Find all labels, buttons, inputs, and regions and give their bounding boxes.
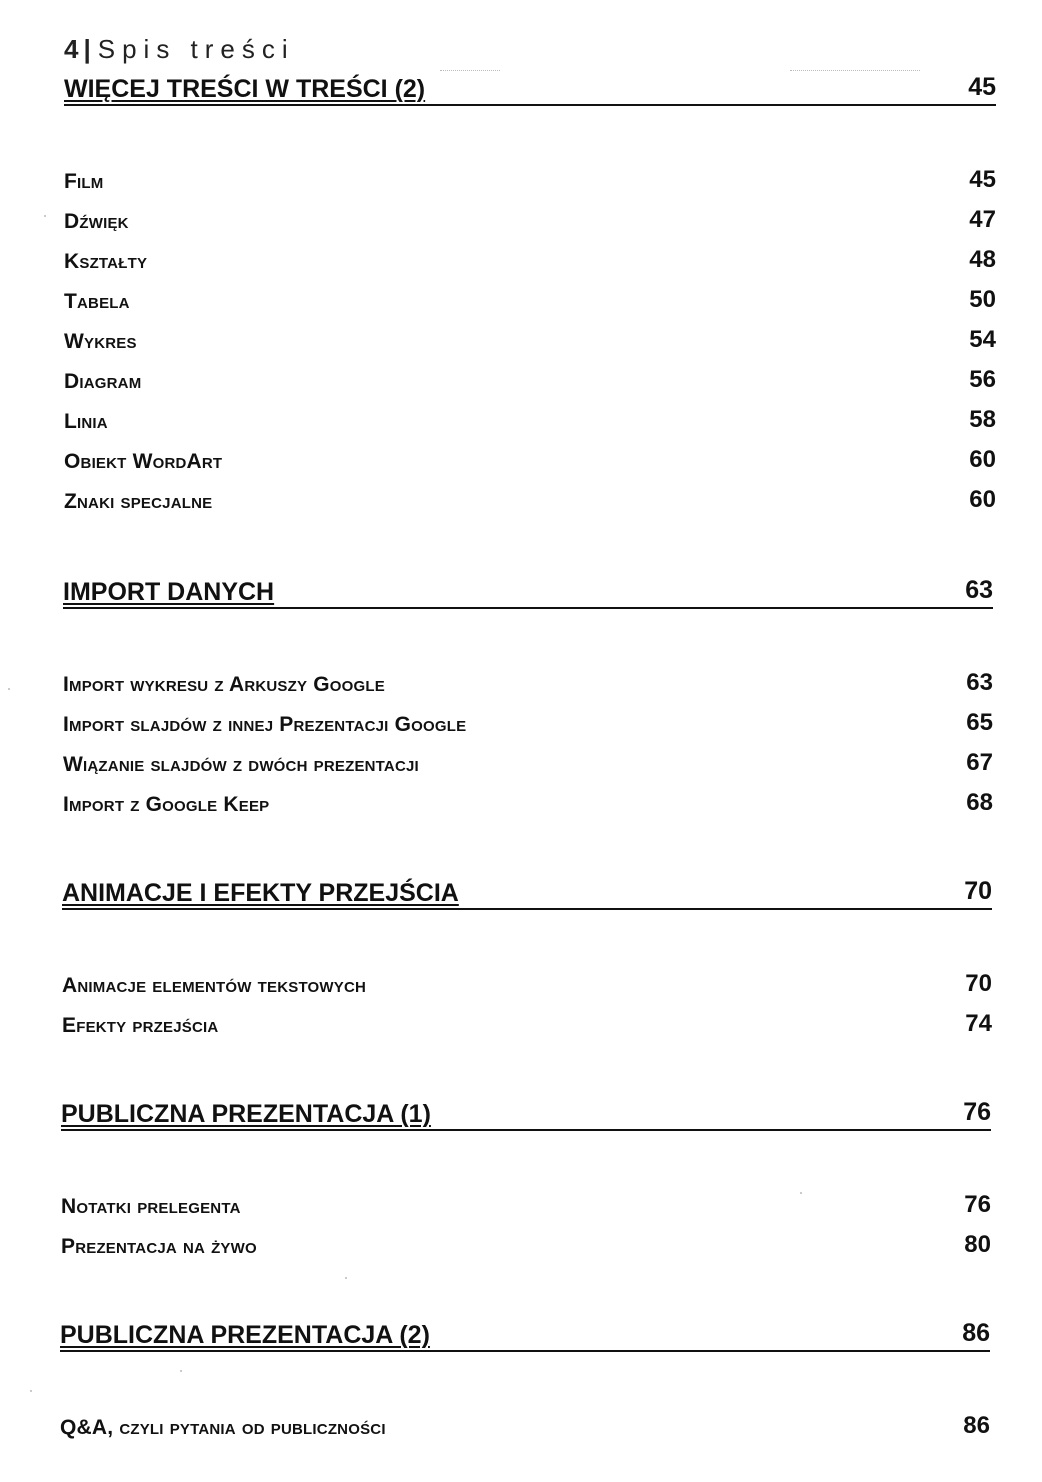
entry-title: Import wykresu z Arkuszy Google (63, 673, 385, 696)
entry-title: Animacje elementów tekstowych (62, 974, 367, 997)
scan-speck (30, 1390, 32, 1392)
entry-title: Import z Google Keep (63, 793, 270, 816)
toc-entry[interactable] (64, 164, 996, 194)
toc-entry[interactable] (63, 747, 993, 777)
chapter-page: 86 (962, 1319, 990, 1347)
entry-title: Kształty (64, 250, 148, 273)
scan-speck (345, 1277, 347, 1279)
toc-entry[interactable] (64, 324, 996, 354)
chapter-title: IMPORT DANYCH (63, 578, 275, 606)
entry-page: 63 (966, 669, 993, 696)
entry-page: 67 (966, 749, 993, 776)
toc-entry[interactable] (64, 404, 996, 434)
entry-title: Wiązanie slajdów z dwóch prezentacji (63, 753, 419, 776)
entry-page: 80 (964, 1231, 991, 1258)
header-page-number: 4 (64, 34, 80, 64)
entry-title: Prezentacja na żywo (61, 1235, 257, 1258)
entry-page: 76 (964, 1191, 991, 1218)
toc-entry[interactable] (62, 1008, 992, 1038)
toc-entry[interactable] (64, 204, 996, 234)
chapter-page: 63 (965, 576, 993, 604)
entry-title: Wykres (64, 330, 137, 353)
chapter-heading[interactable] (61, 1095, 991, 1131)
entry-page: 47 (969, 206, 996, 233)
entry-title: Film (64, 170, 104, 193)
chapter-heading[interactable] (62, 874, 992, 910)
chapter-heading[interactable] (64, 70, 996, 106)
entry-page: 74 (965, 1010, 992, 1037)
entry-title: Efekty przejścia (62, 1014, 219, 1037)
entry-title: Notatki prelegenta (61, 1195, 241, 1218)
entry-title: Linia (64, 410, 108, 433)
header-title: Spis treści (97, 34, 295, 64)
entry-page: 48 (969, 246, 996, 273)
entry-page: 68 (966, 789, 993, 816)
running-header (64, 34, 295, 65)
toc-entry[interactable] (64, 284, 996, 314)
scan-speck (8, 688, 10, 690)
toc-entry[interactable] (61, 1229, 991, 1259)
toc-entry[interactable] (63, 787, 993, 817)
entry-page: 60 (969, 486, 996, 513)
toc-entry[interactable] (64, 244, 996, 274)
toc-entry[interactable] (64, 444, 996, 474)
entry-title: Dźwięk (64, 210, 129, 233)
chapter-heading[interactable] (60, 1316, 990, 1352)
entry-page: 60 (969, 446, 996, 473)
toc-entry[interactable] (60, 1410, 990, 1440)
scan-speck (800, 1192, 802, 1194)
entry-page: 45 (969, 166, 996, 193)
header-separator: | (83, 34, 92, 64)
toc-entry[interactable] (61, 1189, 991, 1219)
chapter-page: 70 (964, 877, 992, 905)
chapter-page: 76 (963, 1098, 991, 1126)
entry-title: Znaki specjalne (64, 490, 213, 513)
entry-page: 65 (966, 709, 993, 736)
chapter-title: WIĘCEJ TREŚCI W TREŚCI (2) (64, 75, 426, 103)
entry-title: Obiekt WordArt (64, 450, 223, 473)
scan-speck (44, 215, 46, 217)
entry-page: 58 (969, 406, 996, 433)
toc-entry[interactable] (63, 707, 993, 737)
entry-title: Diagram (64, 370, 142, 393)
toc-entry[interactable] (64, 484, 996, 514)
chapter-heading[interactable] (63, 573, 993, 609)
chapter-title: PUBLICZNA PREZENTACJA (1) (61, 1100, 431, 1128)
chapter-title: ANIMACJE I EFEKTY PRZEJŚCIA (62, 879, 459, 907)
entry-page: 86 (963, 1412, 990, 1439)
chapter-page: 45 (968, 73, 996, 101)
toc-entry[interactable] (64, 364, 996, 394)
entry-page: 70 (965, 970, 992, 997)
entry-page: 56 (969, 366, 996, 393)
entry-page: 50 (969, 286, 996, 313)
scan-speck (180, 1370, 182, 1372)
chapter-title: PUBLICZNA PREZENTACJA (2) (60, 1321, 430, 1349)
entry-title: Import slajdów z innej Prezentacji Google (63, 713, 467, 736)
toc-entry[interactable] (62, 968, 992, 998)
toc-entry[interactable] (63, 667, 993, 697)
entry-title: Tabela (64, 290, 130, 313)
entry-title: Q&A, czyli pytania od publiczności (60, 1416, 386, 1439)
entry-page: 54 (969, 326, 996, 353)
